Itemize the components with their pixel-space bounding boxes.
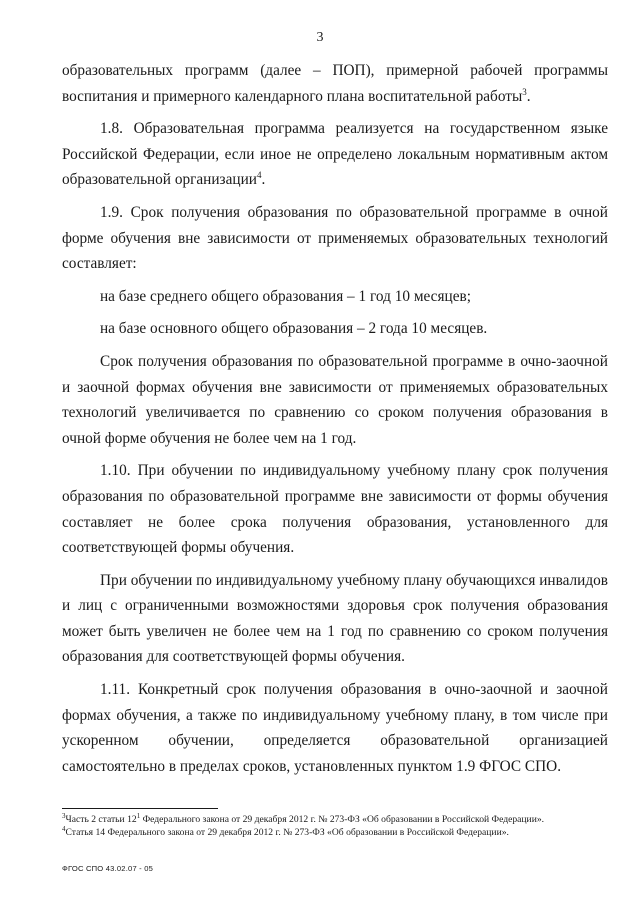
footnote-separator	[62, 808, 218, 809]
footnote-3: $^3$Часть 2 статьи $12^1$ Федерального закона от 29 декабря 2012 г. № 273-ФЗ «Об образовании в Российской Федерации».	[62, 811, 545, 825]
paragraph-disabled-students: При обучении по индивидуальному учебному плану обучающихся инвалидов и лиц с ограниченными возможностями здоровья срок получения образования может быть увеличен не более чем на 1 год по сравнению со сроком получения образования для соответствующей формы обучения.	[62, 571, 608, 666]
paragraph-1-9: 1.9. Срок получения образования по образовательной программе в очной форме обучения вне зависимости от применяемых образовательных технологий составляет:	[62, 203, 608, 273]
paragraph-1-8: 1.8. Образовательная программа реализуется на государственном языке Российской Федерации, если иное не определено локальным нормативным актом образовательной организации$^4$.	[62, 120, 608, 189]
paragraph-pop-line2: воспитания и примерного календарного плана воспитательной работы$^3$.	[62, 86, 531, 105]
footnote-4: $^4$Статья 14 Федерального закона от 29 декабря 2012 г. № 273-ФЗ «Об образовании в Российской Федерации».	[62, 824, 509, 838]
paragraph-secondary-general: на базе среднего общего образования – 1 год 10 месяцев;	[100, 287, 471, 305]
footnote-ref-3: 3	[522, 86, 527, 97]
paragraph-1-11: 1.11. Конкретный срок получения образования в очно-заочной и заочной формах обучения, а также по индивидуальному учебному плану, в том числе при ускоренном обучении, определяется образовательной организацией самостоятельно в пределах сроков, установленных пунктом 1.9 ФГОС СПО.	[62, 681, 608, 775]
document-code: ФГОС СПО 43.02.07 - 05	[62, 864, 154, 873]
document-body	[62, 58, 608, 779]
page-number: 3	[316, 30, 324, 45]
footnote-ref-4: 4	[256, 170, 262, 181]
paragraph-pop-line1: образовательных программ (далее – ПОП), примерной рабочей программы	[62, 62, 608, 79]
footnotes	[62, 813, 622, 839]
paragraph-basic-general: на базе основного общего образования – 2 года 10 месяцев.	[100, 320, 488, 338]
paragraph-1-10: 1.10. При обучении по индивидуальному учебному плану срок получения образования по образовательной программе вне зависимости от формы обучения составляет не более срока получения образования, установленного для соответствующей формы обучения.	[62, 462, 608, 557]
paragraph-part-time: Срок получения образования по образовательной программе в очно-заочной и заочной формах обучения вне зависимости от применяемых образовательных технологий увеличивается по сравнению со сроком получения образования в очной форме обучения не более чем на 1 год.	[62, 352, 608, 447]
